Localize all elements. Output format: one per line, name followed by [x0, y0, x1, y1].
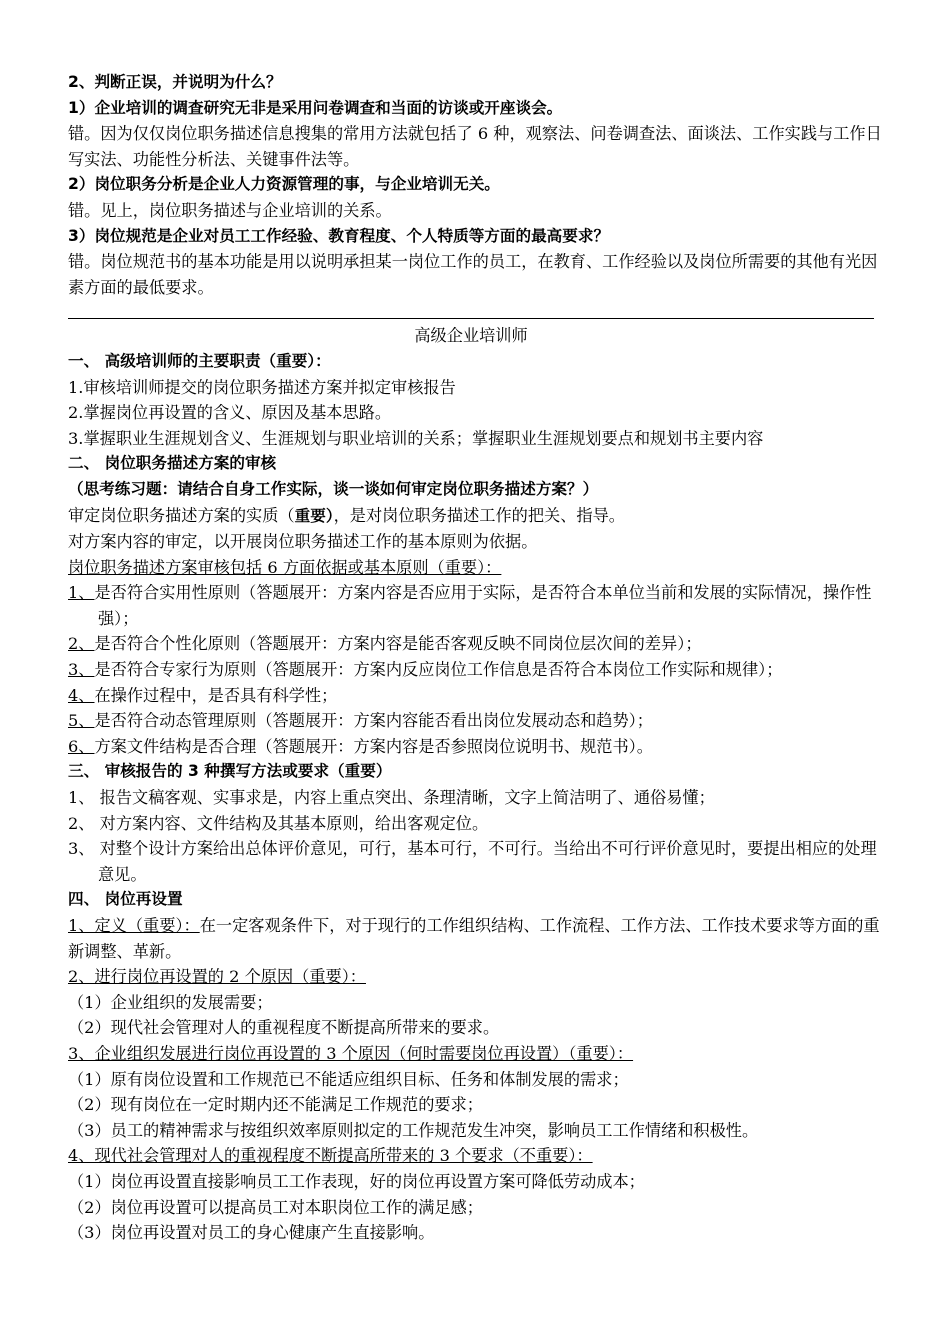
principle-number: 3、	[68, 660, 95, 680]
essence-text: 审定岗位职务描述方案的实质（	[68, 505, 295, 525]
principle-item	[68, 580, 884, 631]
essence-text-end: ，是对岗位职务描述工作的把关、指导。	[333, 505, 625, 525]
principle-number: 6、	[68, 736, 95, 756]
answer-1: 错。因为仅仅岗位职务描述信息搜集的常用方法就包括了 6 种，观察法、问卷调查法、面谈法、工作实践与工作日写实法、功能性分析法、关键事件法等。	[68, 124, 882, 169]
s4-reason-item: （1）企业组织的发展需要；	[68, 992, 273, 1012]
essence-bold: 重要）	[294, 506, 334, 525]
s2-principles-title: 岗位职务描述方案审核包括 6 方面依据或基本原则（重要）：	[68, 557, 502, 577]
s3-item: 3、 对整个设计方案给出总体评价意见，可行，基本可行，不可行。当给出不可行评价意见时，要提出相应的处理意见。	[68, 839, 877, 884]
s4-requirement-item: （2）岗位再设置可以提高员工对本职岗位工作的满足感；	[68, 1197, 483, 1217]
principle-item	[68, 657, 884, 683]
s2-basis: 对方案内容的审定，以开展岗位职务描述工作的基本原则为依据。	[68, 532, 538, 552]
s1-item: 3.掌握职业生涯规划含义、生涯规划与职业培训的关系；掌握职业生涯规划要点和规划书主要内容	[68, 428, 764, 448]
principle-number: 2、	[68, 634, 95, 654]
section-title: 高级企业培训师	[414, 326, 528, 346]
s4-definition	[68, 913, 884, 964]
principle-item	[68, 734, 884, 760]
definition-label: 1、定义（重要）：	[68, 916, 200, 935]
principle-text: 方案文件结构是否合理（答题展开：方案内容是否参照岗位说明书、规范书）。	[94, 736, 653, 756]
principle-text: 是否符合个性化原则（答题展开：方案内容是能否客观反映不同岗位层次间的差异）；	[94, 634, 702, 654]
s1-heading: 一、 高级培训师的主要职责（重要）：	[68, 351, 331, 370]
s4-reason3-item: （1）原有岗位设置和工作规范已不能适应组织目标、任务和体制发展的需求；	[68, 1069, 629, 1089]
s4-requirement-item: （1）岗位再设置直接影响员工工作表现，好的岗位再设置方案可降低劳动成本；	[68, 1171, 645, 1191]
horizontal-divider	[68, 318, 874, 319]
s4-requirement-item: （3）岗位再设置对员工的身心健康产生直接影响。	[68, 1223, 435, 1243]
principle-item	[68, 708, 884, 734]
s4-heading: 四、 岗位再设置	[68, 890, 183, 909]
principle-text: 在操作过程中，是否具有科学性；	[94, 685, 338, 705]
s3-item: 1、 报告文稿客观、实事求是，内容上重点突出、条理清晰，文字上简洁明了、通俗易懂；	[68, 788, 715, 808]
s4-requirements-title: 4、现代社会管理对人的重视程度不断提高所带来的 3 个要求（不重要）：	[68, 1146, 593, 1166]
s2-exercise: （思考练习题：请结合自身工作实际，谈一谈如何审定岗位职务描述方案？）	[68, 479, 599, 498]
principle-number: 5、	[68, 711, 95, 731]
s4-reasons3-title: 3、企业组织发展进行岗位再设置的 3 个原因（何时需要岗位再设置）（重要）：	[68, 1043, 634, 1063]
principle-number: 4、	[68, 685, 95, 705]
s1-item: 2.掌握岗位再设置的含义、原因及基本思路。	[68, 403, 392, 423]
answer-3: 错。岗位规范书的基本功能是用以说明承担某一岗位工作的员工，在教育、工作经验以及岗位所需要的其他有光因素方面的最低要求。	[68, 252, 878, 297]
s4-reason3-item: （2）现有岗位在一定时期内还不能满足工作规范的要求；	[68, 1095, 483, 1115]
principle-number: 1、	[68, 583, 95, 603]
definition-text: 在一定客观条件下，对于现行的工作组织结构、工作流程、工作方法、工作技术要求等方面的重新调整、革新。	[68, 916, 880, 961]
principle-text: 是否符合实用性原则（答题展开：方案内容是否应用于实际，是否符合本单位当前和发展的实际情况，操作性强）；	[94, 583, 872, 628]
s3-item: 2、 对方案内容、文件结构及其基本原则，给出客观定位。	[68, 813, 489, 833]
judgement-heading: 2、判断正误，并说明为什么？	[68, 73, 282, 91]
s2-heading: 二、 岗位职务描述方案的审核	[68, 454, 277, 473]
s1-item: 1.审核培训师提交的岗位职务描述方案并拟定审核报告	[68, 377, 456, 397]
s2-essence	[68, 503, 884, 530]
question-1: 1）企业培训的调查研究无非是采用问卷调查和当面的访谈或开座谈会。	[68, 98, 563, 117]
s4-reason-item: （2）现代社会管理对人的重视程度不断提高所带来的要求。	[68, 1018, 500, 1038]
question-3: 3）岗位规范是企业对员工工作经验、教育程度、个人特质等方面的最高要求？	[68, 226, 610, 245]
principle-text: 是否符合专家行为原则（答题展开：方案内反应岗位工作信息是否符合本岗位工作实际和规律）；	[94, 660, 783, 680]
principle-item	[68, 631, 884, 657]
s4-reason3-item: （3）员工的精神需求与按组织效率原则拟定的工作规范发生冲突，影响员工工作情绪和积极性。	[68, 1120, 759, 1140]
principle-item	[68, 683, 884, 709]
principle-text: 是否符合动态管理原则（答题展开：方案内容能否看出岗位发展动态和趋势）；	[94, 711, 653, 731]
question-2: 2）岗位职务分析是企业人力资源管理的事，与企业培训无关。	[68, 175, 500, 194]
s3-heading: 三、 审核报告的 3 种撰写方法或要求（重要）	[68, 762, 392, 781]
s4-reasons2-title: 2、进行岗位再设置的 2 个原因（重要）：	[68, 967, 366, 987]
answer-2: 错。见上，岗位职务描述与企业培训的关系。	[68, 200, 392, 220]
